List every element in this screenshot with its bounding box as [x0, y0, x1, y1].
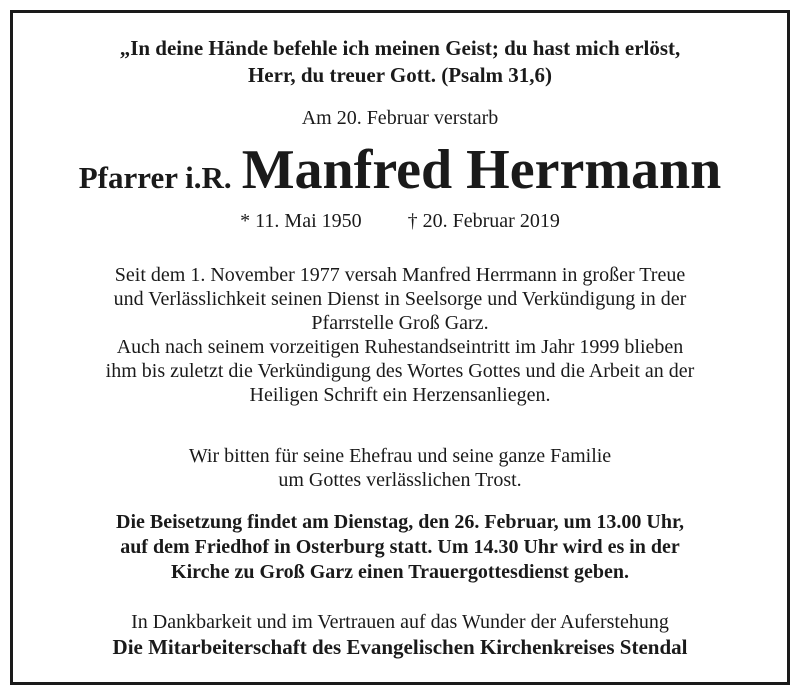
psalm-line: Herr, du treuer Gott. (Psalm 31,6) [247, 63, 553, 87]
obituary-notice [13, 13, 787, 682]
life-dates [13, 209, 787, 233]
signature: Die Mitarbeiterschaft des Evangelischen Kirchenkreises Stendal [112, 635, 688, 659]
closing-line: In Dankbarkeit und im Vertrauen auf das Wunder der Auferstehung [131, 611, 669, 633]
deceased-title: Pfarrer i.R. [78, 160, 232, 195]
biography-line: ihm bis zuletzt die Verkündigung des Wortes Gottes und die Arbeit an der [105, 360, 695, 382]
deceased-name [13, 138, 787, 200]
funeral-details [13, 510, 787, 585]
biography-line: Heiligen Schrift ein Herzensanliegen. [249, 384, 551, 406]
death-announcement: Am 20. Februar verstarb [301, 107, 499, 129]
biography-text [13, 263, 787, 407]
deceased-full-name: Manfred Herrmann [241, 139, 722, 201]
biography-line: und Verlässlichkeit seinen Dienst in Seelsorge und Verkündigung in der [113, 288, 687, 310]
psalm-quote [13, 35, 787, 89]
biography-line: Pfarrstelle Groß Garz. [311, 312, 489, 334]
death-date: † 20. Februar 2019 [407, 210, 560, 232]
condolence-text [13, 444, 787, 492]
condolence-line: um Gottes verlässlichen Trost. [278, 469, 522, 491]
condolence-line: Wir bitten für seine Ehefrau und seine ganze Familie [188, 445, 612, 467]
biography-line: Auch nach seinem vorzeitigen Ruhestandseintritt im Jahr 1999 blieben [116, 336, 684, 358]
birth-date: * 11. Mai 1950 [240, 210, 362, 232]
psalm-line: „In deine Hände befehle ich meinen Geist; du hast mich erlöst, [119, 36, 681, 60]
funeral-line: auf dem Friedhof in Osterburg statt. Um 14.30 Uhr wird es in der [120, 536, 680, 558]
funeral-line: Kirche zu Groß Garz einen Trauergottesdienst geben. [171, 561, 629, 583]
funeral-line: Die Beisetzung findet am Dienstag, den 26. Februar, um 13.00 Uhr, [116, 511, 684, 533]
biography-line: Seit dem 1. November 1977 versah Manfred Herrmann in großer Treue [114, 264, 686, 286]
